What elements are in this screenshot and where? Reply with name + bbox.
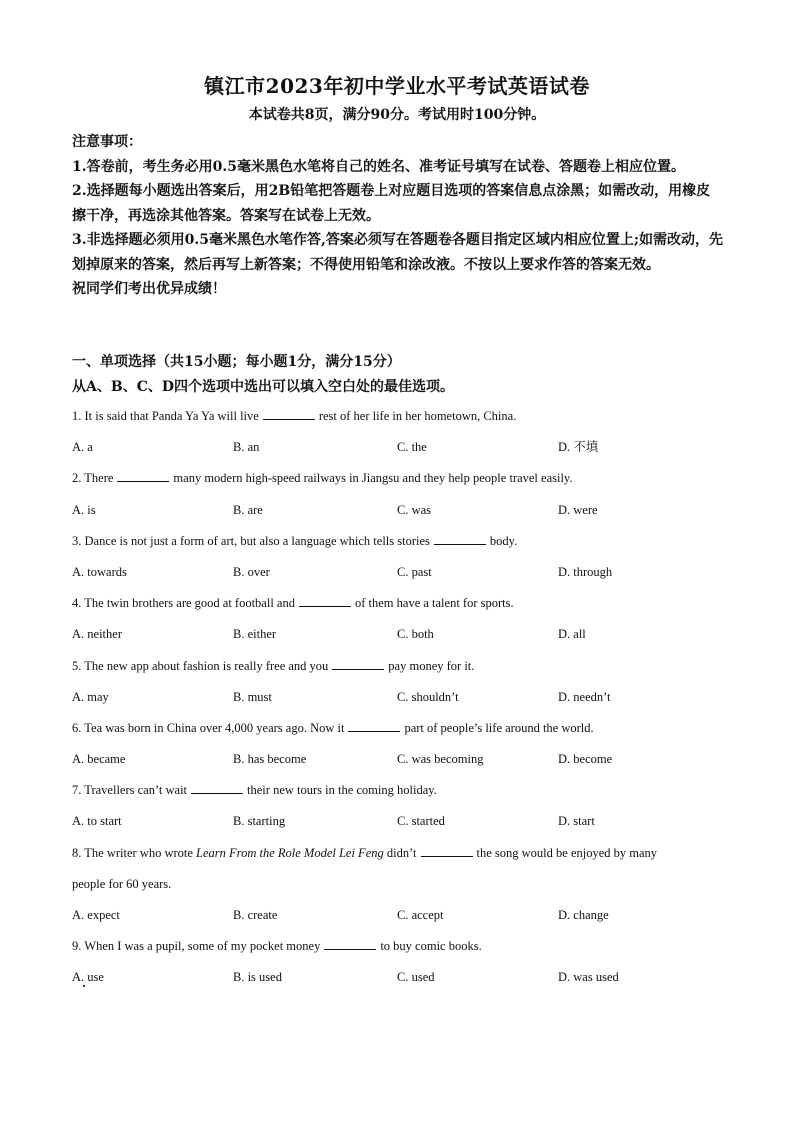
stem-text: didn’t	[386, 845, 417, 860]
stem-text: 4. The twin brothers are good at football and	[72, 596, 295, 611]
question-stem	[72, 588, 724, 619]
stem-text: body.	[489, 533, 518, 548]
option-c: C. was	[397, 502, 432, 517]
stem-text: the song would be enjoyed by many	[476, 845, 658, 860]
stem-text: 5. The new app about fashion is really free and you	[72, 658, 329, 673]
option-c: C. past	[397, 564, 432, 579]
stem-text: their new tours in the coming holiday.	[247, 783, 437, 798]
answer-blank	[434, 532, 486, 545]
option-d: D. change	[558, 908, 609, 922]
option-d: D. become	[558, 752, 613, 767]
option-c: C. used	[397, 970, 435, 985]
option-a: A. towards	[72, 564, 127, 579]
exam-subtitle: 本试卷共8页，满分90分。考试用时100分钟。	[248, 107, 546, 123]
stem-text: 8. The writer who wrote	[72, 845, 193, 860]
option-a: A. expect	[72, 908, 120, 922]
section-heading: 一、单项选择（共15小题；每小题1分，满分15分）	[72, 354, 401, 370]
options-row	[72, 432, 724, 463]
book-title: Learn From the Role Model Lei Feng	[196, 845, 384, 860]
options-row	[72, 900, 724, 931]
answer-blank	[332, 657, 384, 670]
notes-item-1: 1.答卷前，考生务必用0.5毫米黑色水笔将自己的姓名、准考证号填写在试卷、答题卷上相应位置。	[72, 158, 685, 175]
option-b: B. must	[233, 689, 272, 704]
option-c: C. both	[397, 627, 434, 642]
stem-text: many modern high-speed railways in Jiangsu and they help people travel easily.	[173, 471, 573, 486]
option-a: A. is	[72, 502, 96, 517]
options-row	[72, 557, 724, 588]
option-d: D. was used	[558, 970, 619, 985]
answer-blank	[263, 407, 315, 420]
option-d: D. through	[558, 564, 613, 579]
question-stem	[72, 775, 724, 806]
stem-text: pay money for it.	[388, 658, 475, 673]
notes-block	[72, 130, 724, 302]
answer-blank	[421, 844, 473, 857]
section-instruction: 从A、B、C、D四个选项中选出可以填入空白处的最佳选项。	[72, 379, 454, 395]
option-a: A. use	[72, 970, 104, 985]
question-list	[72, 401, 724, 994]
option-b: B. are	[233, 502, 263, 517]
answer-blank	[117, 469, 169, 482]
option-c: C. accept	[397, 908, 444, 922]
stem-text: rest of her life in her hometown, China.	[318, 409, 517, 423]
answer-blank	[299, 594, 351, 607]
stem-text: 7. Travellers can’t wait	[72, 783, 188, 798]
options-row	[72, 806, 724, 837]
option-d: D. were	[558, 502, 598, 517]
option-a: A. may	[72, 689, 109, 704]
option-a: A. to start	[72, 814, 122, 829]
answer-blank	[324, 937, 376, 950]
option-b: B. starting	[233, 814, 286, 829]
stem-text: of them have a talent for sports.	[354, 596, 514, 611]
option-a: A. became	[72, 752, 126, 767]
question-stem	[72, 526, 724, 557]
stray-mark	[83, 985, 85, 987]
options-row	[72, 619, 724, 650]
option-a: A. a	[72, 440, 93, 455]
stem-text: 3. Dance is not just a form of art, but also a language which tells stories	[72, 533, 430, 548]
notes-item-3: 3.非选择题必须用0.5毫米黑色水笔作答,答案必须写在答题卷各题目指定区域内相应位置上;如需改动，先划掉原来的答案，然后再写上新答案；不得使用铅笔和涂改液。不按以上要求作答的答案无效。	[72, 232, 724, 273]
question-stem	[72, 401, 724, 432]
stem-text: 2. There	[72, 471, 114, 486]
option-b: B. has become	[233, 752, 307, 767]
question-stem	[72, 463, 724, 494]
stem-text: 6. Tea was born in China over 4,000 years ago. Now it	[72, 720, 345, 735]
option-a: A. neither	[72, 627, 122, 642]
options-row	[72, 962, 724, 993]
option-c: C. shouldn’t	[397, 689, 459, 704]
option-d: D. all	[558, 627, 586, 642]
stem-text: 1. It is said that Panda Ya Ya will live	[72, 409, 259, 423]
option-d: D. 不填	[558, 440, 599, 455]
section-header	[72, 350, 724, 400]
option-b: B. over	[233, 564, 270, 579]
question-stem	[72, 651, 724, 682]
option-b: B. an	[233, 440, 260, 455]
answer-blank	[191, 781, 243, 794]
question-stem-continued: people for 60 years.	[72, 876, 172, 891]
exam-title: 镇江市2023年初中学业水平考试英语试卷	[204, 74, 590, 98]
notes-wish: 祝同学们考出优异成绩！	[72, 281, 226, 297]
option-b: B. either	[233, 627, 277, 642]
option-c: C. was becoming	[397, 752, 484, 767]
question-stem	[72, 838, 724, 869]
stem-text: 9. When I was a pupil, some of my pocket money	[72, 939, 321, 954]
option-b: B. create	[233, 908, 278, 922]
notes-heading: 注意事项：	[72, 134, 142, 150]
stem-text: to buy comic books.	[380, 939, 482, 954]
options-row	[72, 682, 724, 713]
option-d: D. start	[558, 814, 595, 829]
answer-blank	[348, 719, 400, 732]
option-c: C. started	[397, 814, 445, 829]
stem-text: part of people’s life around the world.	[404, 720, 594, 735]
options-row	[72, 744, 724, 775]
option-c: C. the	[397, 440, 427, 455]
notes-item-2: 2.选择题每小题选出答案后，用2B铅笔把答题卷上对应题目选项的答案信息点涂黑；如需改动，用橡皮擦干净，再选涂其他答案。答案写在试卷上无效。	[72, 183, 711, 224]
options-row	[72, 495, 724, 526]
option-d: D. needn’t	[558, 689, 611, 704]
question-stem	[72, 713, 724, 744]
question-stem	[72, 931, 724, 962]
option-b: B. is used	[233, 970, 282, 985]
